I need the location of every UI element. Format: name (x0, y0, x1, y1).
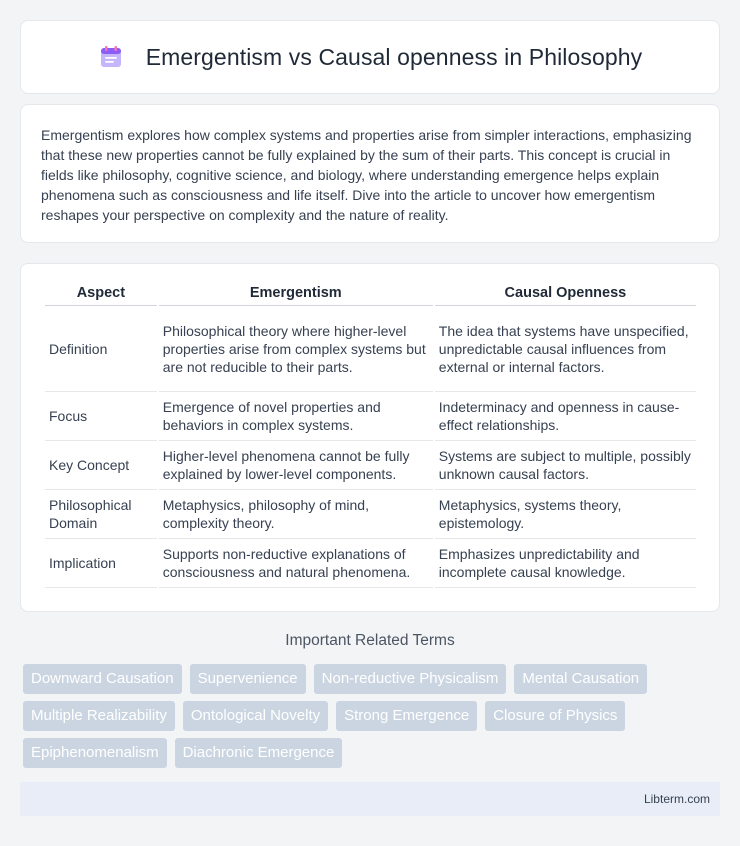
emergentism-cell: Emergence of novel properties and behaviors in complex systems. (159, 392, 433, 441)
causal-openness-cell: The idea that systems have unspecified, unpredictable causal influences from external or internal factors. (435, 306, 696, 392)
aspect-cell: Philosophical Domain (45, 490, 157, 539)
related-term-tag[interactable]: Closure of Physics (485, 701, 625, 731)
table-row (45, 392, 696, 441)
header-emergentism: Emergentism (159, 284, 433, 306)
causal-openness-cell: Indeterminacy and openness in cause-effect relationships. (435, 392, 696, 441)
footer (20, 782, 720, 816)
aspect-cell: Implication (45, 539, 157, 588)
emergentism-cell: Higher-level phenomena cannot be fully explained by lower-level components. (159, 441, 433, 490)
related-term-tag[interactable]: Strong Emergence (336, 701, 477, 731)
related-term-tag[interactable]: Epiphenomenalism (23, 738, 167, 768)
causal-openness-cell: Systems are subject to multiple, possibly unknown causal factors. (435, 441, 696, 490)
emergentism-cell: Metaphysics, philosophy of mind, complexity theory. (159, 490, 433, 539)
emergentism-cell: Philosophical theory where higher-level properties arise from complex systems but are not reducible to their parts. (159, 306, 433, 392)
aspect-cell: Definition (45, 306, 157, 392)
related-term-tag[interactable]: Multiple Realizability (23, 701, 175, 731)
table-row (45, 539, 696, 588)
document-icon (98, 44, 124, 70)
table-row (45, 306, 696, 392)
related-term-tag[interactable]: Ontological Novelty (183, 701, 328, 731)
title-card (20, 20, 720, 94)
causal-openness-cell: Metaphysics, systems theory, epistemology. (435, 490, 696, 539)
related-term-tag[interactable]: Diachronic Emergence (175, 738, 343, 768)
table-row (45, 490, 696, 539)
aspect-cell: Key Concept (45, 441, 157, 490)
intro-text: Emergentism explores how complex systems and properties arise from simpler interactions, emphasizing that these new properties cannot be fully explained by the sum of their parts. This concept is crucial in fields like philosophy, cognitive science, and biology, where understanding emergence helps explain phenomena such as consciousness and life itself. Dive into the article to uncover how emergentism reshapes your perspective on complexity and the nature of reality. (41, 127, 692, 223)
emergentism-cell: Supports non-reductive explanations of consciousness and natural phenomena. (159, 539, 433, 588)
comparison-card (20, 263, 720, 612)
related-term-tag[interactable]: Downward Causation (23, 664, 182, 694)
header-causal-openness: Causal Openness (435, 284, 696, 306)
related-term-tag[interactable]: Non-reductive Physicalism (314, 664, 507, 694)
header-aspect: Aspect (45, 284, 157, 306)
aspect-cell: Focus (45, 392, 157, 441)
intro-card (20, 104, 720, 243)
related-term-tag[interactable]: Mental Causation (514, 664, 647, 694)
related-term-tag[interactable]: Supervenience (190, 664, 306, 694)
causal-openness-cell: Emphasizes unpredictability and incomplete causal knowledge. (435, 539, 696, 588)
footer-site-link[interactable]: Libterm.com (643, 792, 710, 806)
related-terms-title: Important Related Terms (285, 632, 455, 649)
table-row (45, 441, 696, 490)
page-title: Emergentism vs Causal openness in Philosophy (145, 43, 643, 70)
related-terms-list (23, 664, 723, 768)
table-header-row (45, 284, 696, 306)
comparison-table (43, 284, 698, 588)
